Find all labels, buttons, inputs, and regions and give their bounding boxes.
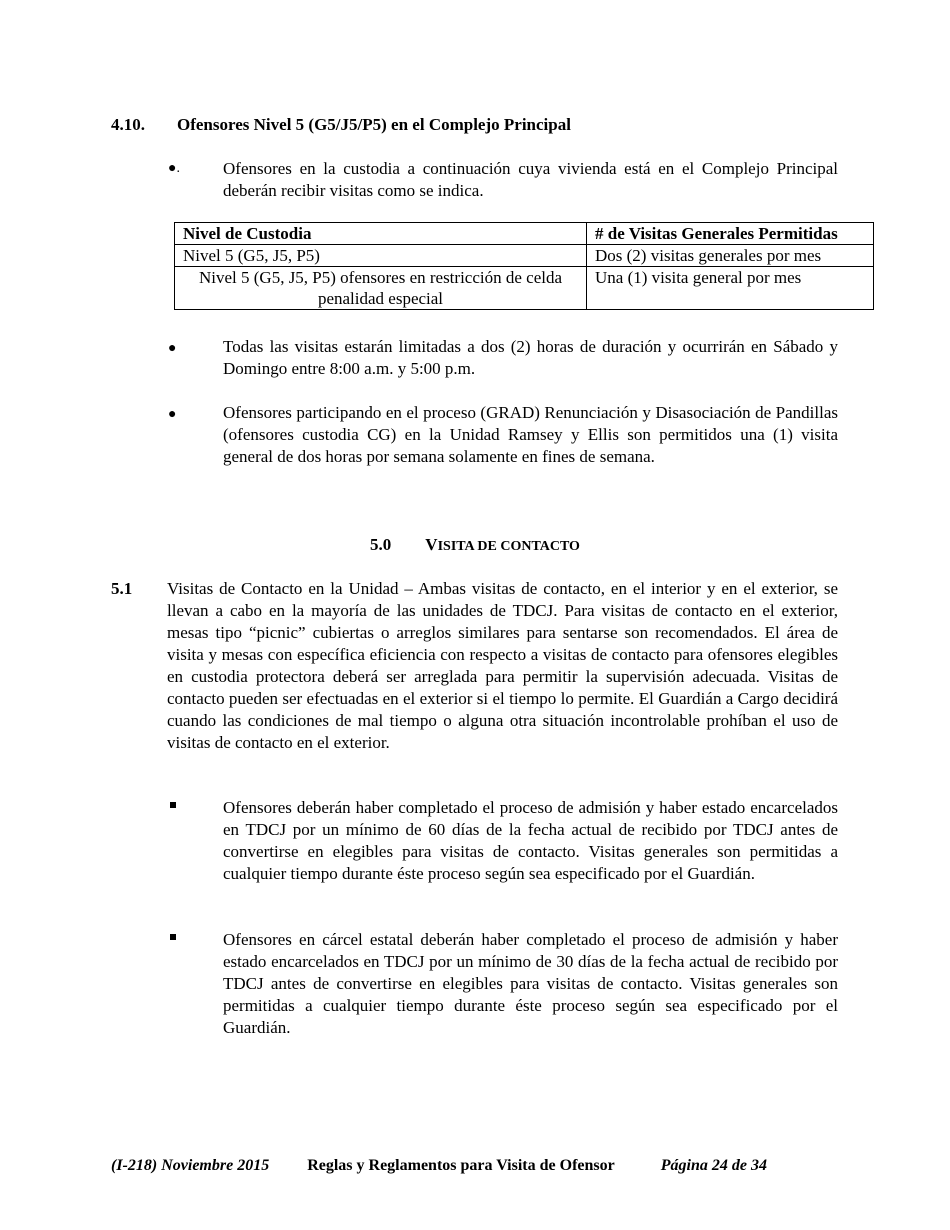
- bullet-symbol: ●.: [168, 161, 180, 176]
- bullet-paragraph-3: Ofensores participando en el proceso (GRAD) Renunciación y Disasociación de Pandillas (ofensores custodia CG) en la Unidad Ramsey y Ellis son permitidos una (1) visita general de dos horas por semana solamente en fines de semana.: [223, 403, 838, 466]
- table-header-cell: # de Visitas Generales Permitidas: [587, 223, 874, 245]
- table-cell: Dos (2) visitas generales por mes: [587, 245, 874, 267]
- section-title-rest: ISITA DE CONTACTO: [437, 539, 580, 554]
- footer-page-number: Página 24 de 34: [660, 1157, 767, 1174]
- square-bullet-icon: [170, 934, 176, 940]
- section-number-5-1: 5.1: [111, 579, 133, 598]
- table-header-row: [175, 223, 874, 245]
- table-header-cell: Nivel de Custodia: [175, 223, 587, 245]
- table-cell: Nivel 5 (G5, J5, P5) ofensores en restricción de celda penalidad especial: [175, 267, 587, 310]
- bullet-symbol: ●: [168, 341, 177, 356]
- footer-document-title: Reglas y Reglamentos para Visita de Ofensor: [307, 1157, 615, 1174]
- section-heading-5-0: [0, 534, 950, 558]
- square-bullet-paragraph-2: Ofensores en cárcel estatal deberán haber completado el proceso de admisión y haber estado encarcelados en TDCJ por un mínimo de 30 días de la fecha actual de recibido por TDCJ antes de convertirse en elegibles para visitas de contacto. Visitas generales son permitidas a cualquier tiempo durante éste proceso según sea especificado por el Guardián.: [223, 930, 838, 1037]
- square-bullet-icon: [170, 802, 176, 808]
- table-cell: Una (1) visita general por mes: [587, 267, 874, 310]
- custody-visits-table: [174, 222, 874, 310]
- square-bullet-paragraph-1: Ofensores deberán haber completado el proceso de admisión y haber estado encarcelados en TDCJ por un mínimo de 60 días de la fecha actual de recibido por TDCJ antes de convertirse en elegibles para visitas de contacto. Visitas generales son permitidas a cualquier tiempo durante éste proceso según sea especificado por el Guardián.: [223, 798, 838, 883]
- section-title: Ofensores Nivel 5 (G5/J5/P5) en el Complejo Principal: [177, 115, 571, 134]
- table-row: [175, 245, 874, 267]
- bullet-symbol: ●: [168, 407, 177, 422]
- bullet-paragraph-2: Todas las visitas estarán limitadas a dos (2) horas de duración y ocurrirán en Sábado y Domingo entre 8:00 a.m. y 5:00 p.m.: [223, 337, 838, 378]
- page-footer: [111, 1155, 767, 1177]
- section-heading-4-10: [111, 114, 571, 136]
- footer-document-id: (I-218) Noviembre 2015: [111, 1157, 270, 1174]
- section-number: 4.10.: [111, 115, 145, 134]
- bullet-paragraph-1: Ofensores en la custodia a continuación cuya vivienda está en el Complejo Principal deberán recibir visitas como se indica.: [223, 159, 838, 200]
- table-cell: Nivel 5 (G5, J5, P5): [175, 245, 587, 267]
- section-title-initial: V: [425, 535, 438, 554]
- table-row: [175, 267, 874, 310]
- section-5-1-paragraph: Visitas de Contacto en la Unidad – Ambas visitas de contacto, en el interior y en el exterior, se llevan a cabo en la mayoría de las unidades de TDCJ. Para visitas de contacto en el exterior, mesas tipo “picnic” cubiertas o arreglos similares para sentarse son recomendados. El área de visita y mesas con específica eficiencia con respecto a visitas de contacto para ofensores elegibles en custodia protectora deberá ser arreglada para permitir la supervisión adecuada. Visitas de contacto pueden ser efectuadas en el exterior si el tiempo lo permite. El Guardián a Cargo decidirá cuando las condiciones de mal tiempo o alguna otra situación incontrolable prohíban el uso de visitas de contacto en el exterior.: [167, 579, 838, 752]
- section-number: 5.0: [370, 535, 392, 554]
